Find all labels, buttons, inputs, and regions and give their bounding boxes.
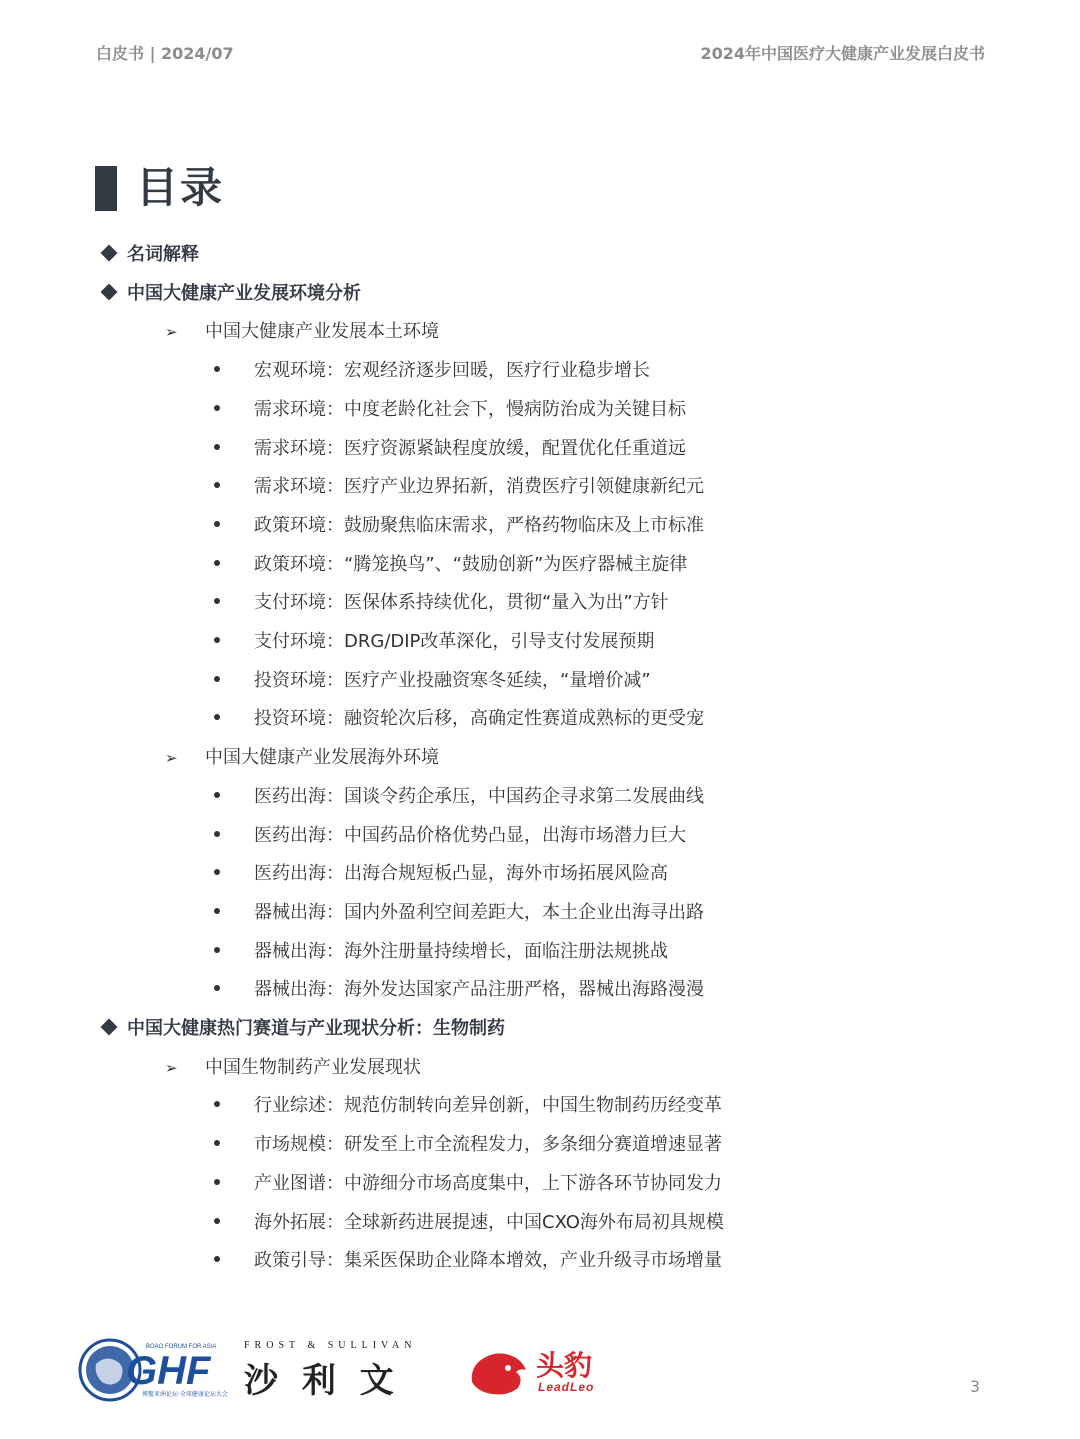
- toc-text: 医药出海：中国药品价格优势凸显，出海市场潜力巨大: [254, 824, 686, 846]
- toc-section: [103, 1010, 505, 1048]
- toc-item: [214, 430, 686, 468]
- toc-text: 产业图谱：中游细分市场高度集中，上下游各环节协同发力: [254, 1172, 722, 1194]
- dot-bullet-icon: [214, 792, 220, 798]
- toc-section: [103, 236, 199, 274]
- toc-item: [214, 352, 650, 390]
- toc-item: [214, 1087, 722, 1125]
- toc-item: [214, 1242, 722, 1280]
- dot-bullet-icon: [214, 560, 220, 566]
- toc-section: [103, 275, 361, 313]
- toc-text: 中国大健康产业发展环境分析: [127, 282, 361, 304]
- frost-sullivan-logo: [244, 1340, 444, 1402]
- toc-text: 医药出海：出海合规短板凸显，海外市场拓展风险高: [254, 863, 668, 885]
- toc-text: 需求环境：中度老龄化社会下，慢病防治成为关键目标: [254, 398, 686, 420]
- dot-bullet-icon: [214, 985, 220, 991]
- dot-bullet-icon: [214, 1256, 220, 1262]
- dot-bullet-icon: [214, 366, 220, 372]
- dot-bullet-icon: [214, 869, 220, 875]
- toc-item: [214, 546, 687, 584]
- toc-text: 投资环境：医疗产业投融资寒冬延续，“量增价减”: [254, 669, 651, 691]
- toc-item: [214, 584, 669, 622]
- toc-text: 政策引导：集采医保助企业降本增效，产业升级寻市场增量: [254, 1250, 722, 1272]
- diamond-bullet-icon: [101, 283, 118, 300]
- dot-bullet-icon: [214, 676, 220, 682]
- dot-bullet-icon: [214, 1179, 220, 1185]
- dot-bullet-icon: [214, 482, 220, 488]
- ghf-logo-icon: [76, 1334, 236, 1404]
- diamond-bullet-icon: [101, 1019, 118, 1036]
- toc-text: 市场规模：研发至上市全流程发力，多条细分赛道增速显著: [254, 1134, 722, 1156]
- leadleo-sub: LeadLeo: [538, 1380, 595, 1394]
- toc-item: [214, 778, 704, 816]
- toc-subsection: [165, 313, 439, 351]
- toc-text: 政策环境：鼓励聚焦临床需求，严格药物临床及上市标准: [254, 514, 704, 536]
- toc-text: 海外拓展：全球新药进展提速，中国CXO海外布局初具规模: [254, 1211, 724, 1233]
- toc-subsection: [165, 1049, 421, 1087]
- dot-bullet-icon: [214, 831, 220, 837]
- dot-bullet-icon: [214, 637, 220, 643]
- footer-logos: [76, 1334, 616, 1404]
- toc-item: [214, 1204, 724, 1242]
- ghf-logo-small: BOAO FORUM FOR ASIA: [146, 1344, 217, 1350]
- page-number: 3: [969, 1377, 980, 1396]
- dot-bullet-icon: [214, 714, 220, 720]
- toc-item: [214, 391, 686, 429]
- dot-bullet-icon: [214, 908, 220, 914]
- frost-sullivan-top: FROST & SULLIVAN: [244, 1340, 417, 1351]
- ghf-logo-sub: 博鳌亚洲论坛·全球健康论坛大会: [142, 1391, 228, 1398]
- toc-text: 中国大健康产业发展海外环境: [205, 747, 439, 769]
- ghf-logo-main: GHF: [126, 1349, 211, 1393]
- toc-item: [214, 623, 654, 661]
- toc-text: 行业综述：规范仿制转向差异创新，中国生物制药历经变革: [254, 1095, 722, 1117]
- toc-text: 器械出海：国内外盈利空间差距大，本土企业出海寻出路: [254, 901, 704, 923]
- toc-text: 投资环境：融资轮次后移，高确定性赛道成熟标的更受宠: [254, 708, 704, 730]
- toc-text: 需求环境：医疗产业边界拓新，消费医疗引领健康新纪元: [254, 476, 704, 498]
- diamond-bullet-icon: [101, 245, 118, 262]
- toc-text: 中国大健康产业发展本土环境: [205, 321, 439, 343]
- dot-bullet-icon: [214, 598, 220, 604]
- toc-text: 宏观环境：宏观经济逐步回暖，医疗行业稳步增长: [254, 360, 650, 382]
- dot-bullet-icon: [214, 444, 220, 450]
- toc-item: [214, 855, 668, 893]
- toc-text: 医药出海：国谈令药企承压，中国药企寻求第二发展曲线: [254, 785, 704, 807]
- dot-bullet-icon: [214, 521, 220, 527]
- toc-text: 名词解释: [127, 244, 199, 265]
- header-left: 白皮书 | 2024/07: [96, 44, 234, 63]
- toc-subsection: [165, 739, 439, 777]
- toc-text: 政策环境：“腾笼换鸟”、“鼓励创新”为医疗器械主旋律: [254, 553, 688, 575]
- page-title: 目录: [136, 163, 225, 212]
- toc-text: 支付环境：DRG/DIP改革深化，引导支付发展预期: [254, 631, 655, 652]
- toc-text: 器械出海：海外发达国家产品注册严格，器械出海路漫漫: [254, 979, 704, 1001]
- toc-item: [214, 700, 704, 738]
- toc-item: [214, 933, 668, 971]
- toc-item: [214, 468, 704, 506]
- leadleo-main: 头豹: [536, 1349, 593, 1382]
- toc-item: [214, 817, 686, 855]
- toc-text: 中国大健康热门赛道与产业现状分析：生物制药: [127, 1018, 505, 1039]
- toc-item: [214, 662, 651, 700]
- frost-sullivan-main: 沙 利 文: [244, 1361, 400, 1401]
- dot-bullet-icon: [214, 947, 220, 953]
- header-right: 2024年中国医疗大健康产业发展白皮书: [700, 44, 985, 63]
- dot-bullet-icon: [214, 1218, 220, 1224]
- toc-text: 器械出海：海外注册量持续增长，面临注册法规挑战: [254, 940, 668, 962]
- toc-text: 需求环境：医疗资源紧缺程度放缓，配置优化任重道远: [254, 437, 686, 459]
- title-accent-bar: [95, 166, 117, 211]
- toc-item: [214, 1126, 722, 1164]
- toc-item: [214, 894, 704, 932]
- dot-bullet-icon: [214, 1140, 220, 1146]
- arrow-bullet-icon: ➢: [165, 1058, 178, 1077]
- leadleo-logo-icon: [464, 1342, 534, 1402]
- arrow-bullet-icon: ➢: [165, 749, 178, 768]
- dot-bullet-icon: [214, 1101, 220, 1107]
- toc-text: 支付环境：医保体系持续优化，贯彻“量入为出”方针: [254, 592, 669, 614]
- arrow-bullet-icon: ➢: [165, 323, 178, 342]
- toc-item: [214, 971, 704, 1009]
- toc-item: [214, 507, 704, 545]
- toc-item: [214, 1165, 722, 1203]
- toc-text: 中国生物制药产业发展现状: [205, 1056, 421, 1078]
- dot-bullet-icon: [214, 405, 220, 411]
